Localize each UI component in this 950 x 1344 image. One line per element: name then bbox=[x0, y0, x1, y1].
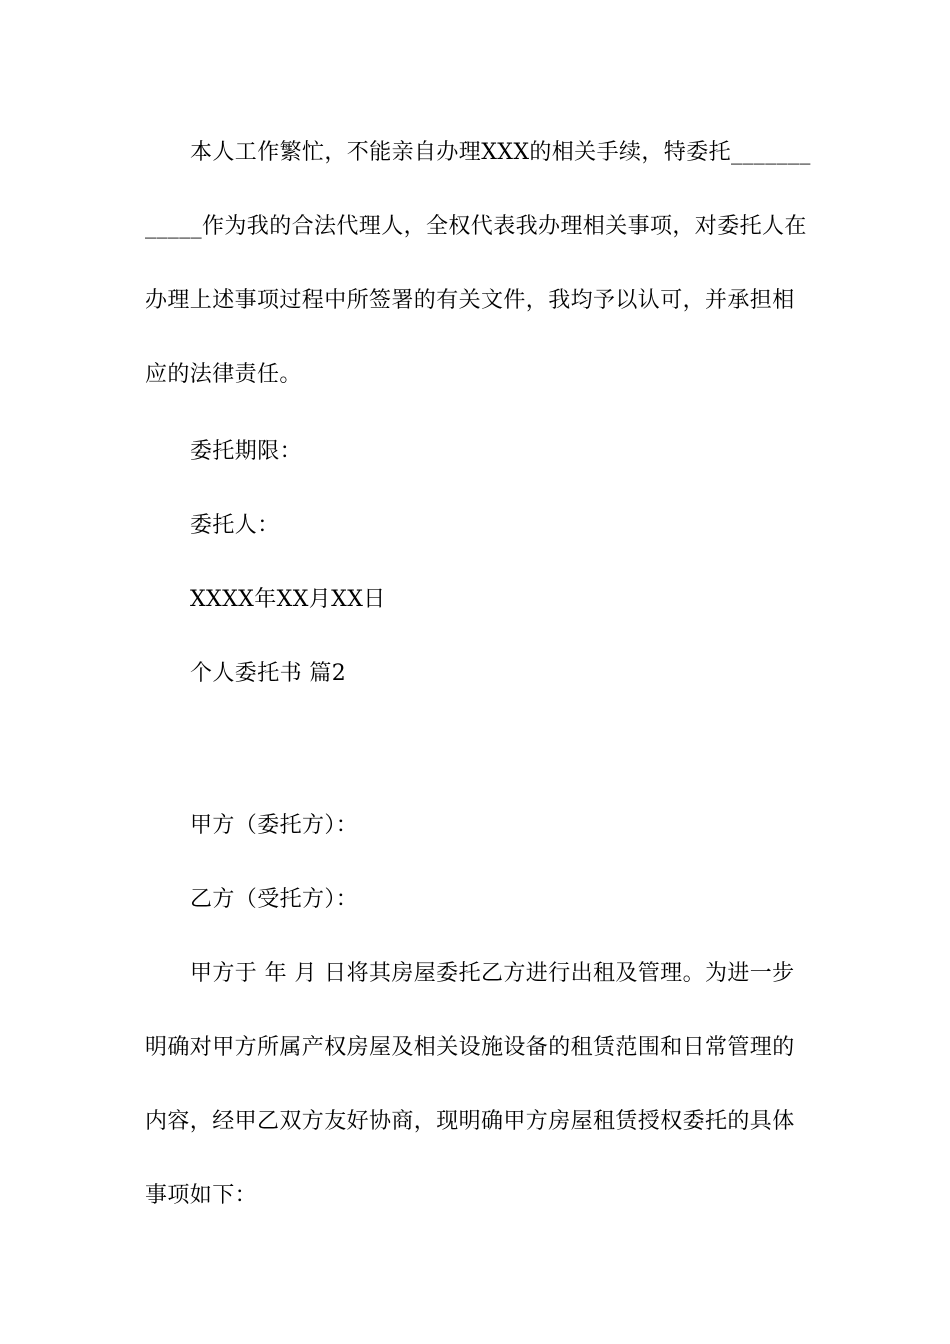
paragraph-1-line-3: 办理上述事项过程中所签署的有关文件，我均予以认可，并承担相 bbox=[145, 288, 795, 313]
paragraph-1-line-2: _____作为我的合法代理人，全权代表我办理相关事项，对委托人在 bbox=[145, 214, 807, 239]
party-a-label: 甲方（委托方）： bbox=[190, 813, 359, 838]
date-line: XXXX年XX月XX日 bbox=[190, 587, 386, 612]
principal-label: 委托人： bbox=[190, 513, 280, 538]
party-b-label: 乙方（受托方）： bbox=[190, 887, 359, 912]
term-label: 委托期限： bbox=[190, 439, 303, 464]
paragraph-2-line-2: 明确对甲方所属产权房屋及相关设施设备的租赁范围和日常管理的 bbox=[145, 1035, 795, 1060]
paragraph-2-line-1: 甲方于 年 月 日将其房屋委托乙方进行出租及管理。为进一步 bbox=[190, 961, 795, 986]
paragraph-1-line-1: 本人工作繁忙，不能亲自办理XXX的相关手续，特委托_______ bbox=[190, 140, 811, 165]
paragraph-1-line-4: 应的法律责任。 bbox=[145, 362, 302, 387]
paragraph-2-line-4: 事项如下： bbox=[145, 1183, 258, 1208]
section-title: 个人委托书 篇2 bbox=[190, 661, 347, 686]
paragraph-2-line-3: 内容，经甲乙双方友好协商，现明确甲方房屋租赁授权委托的具体 bbox=[145, 1109, 795, 1134]
